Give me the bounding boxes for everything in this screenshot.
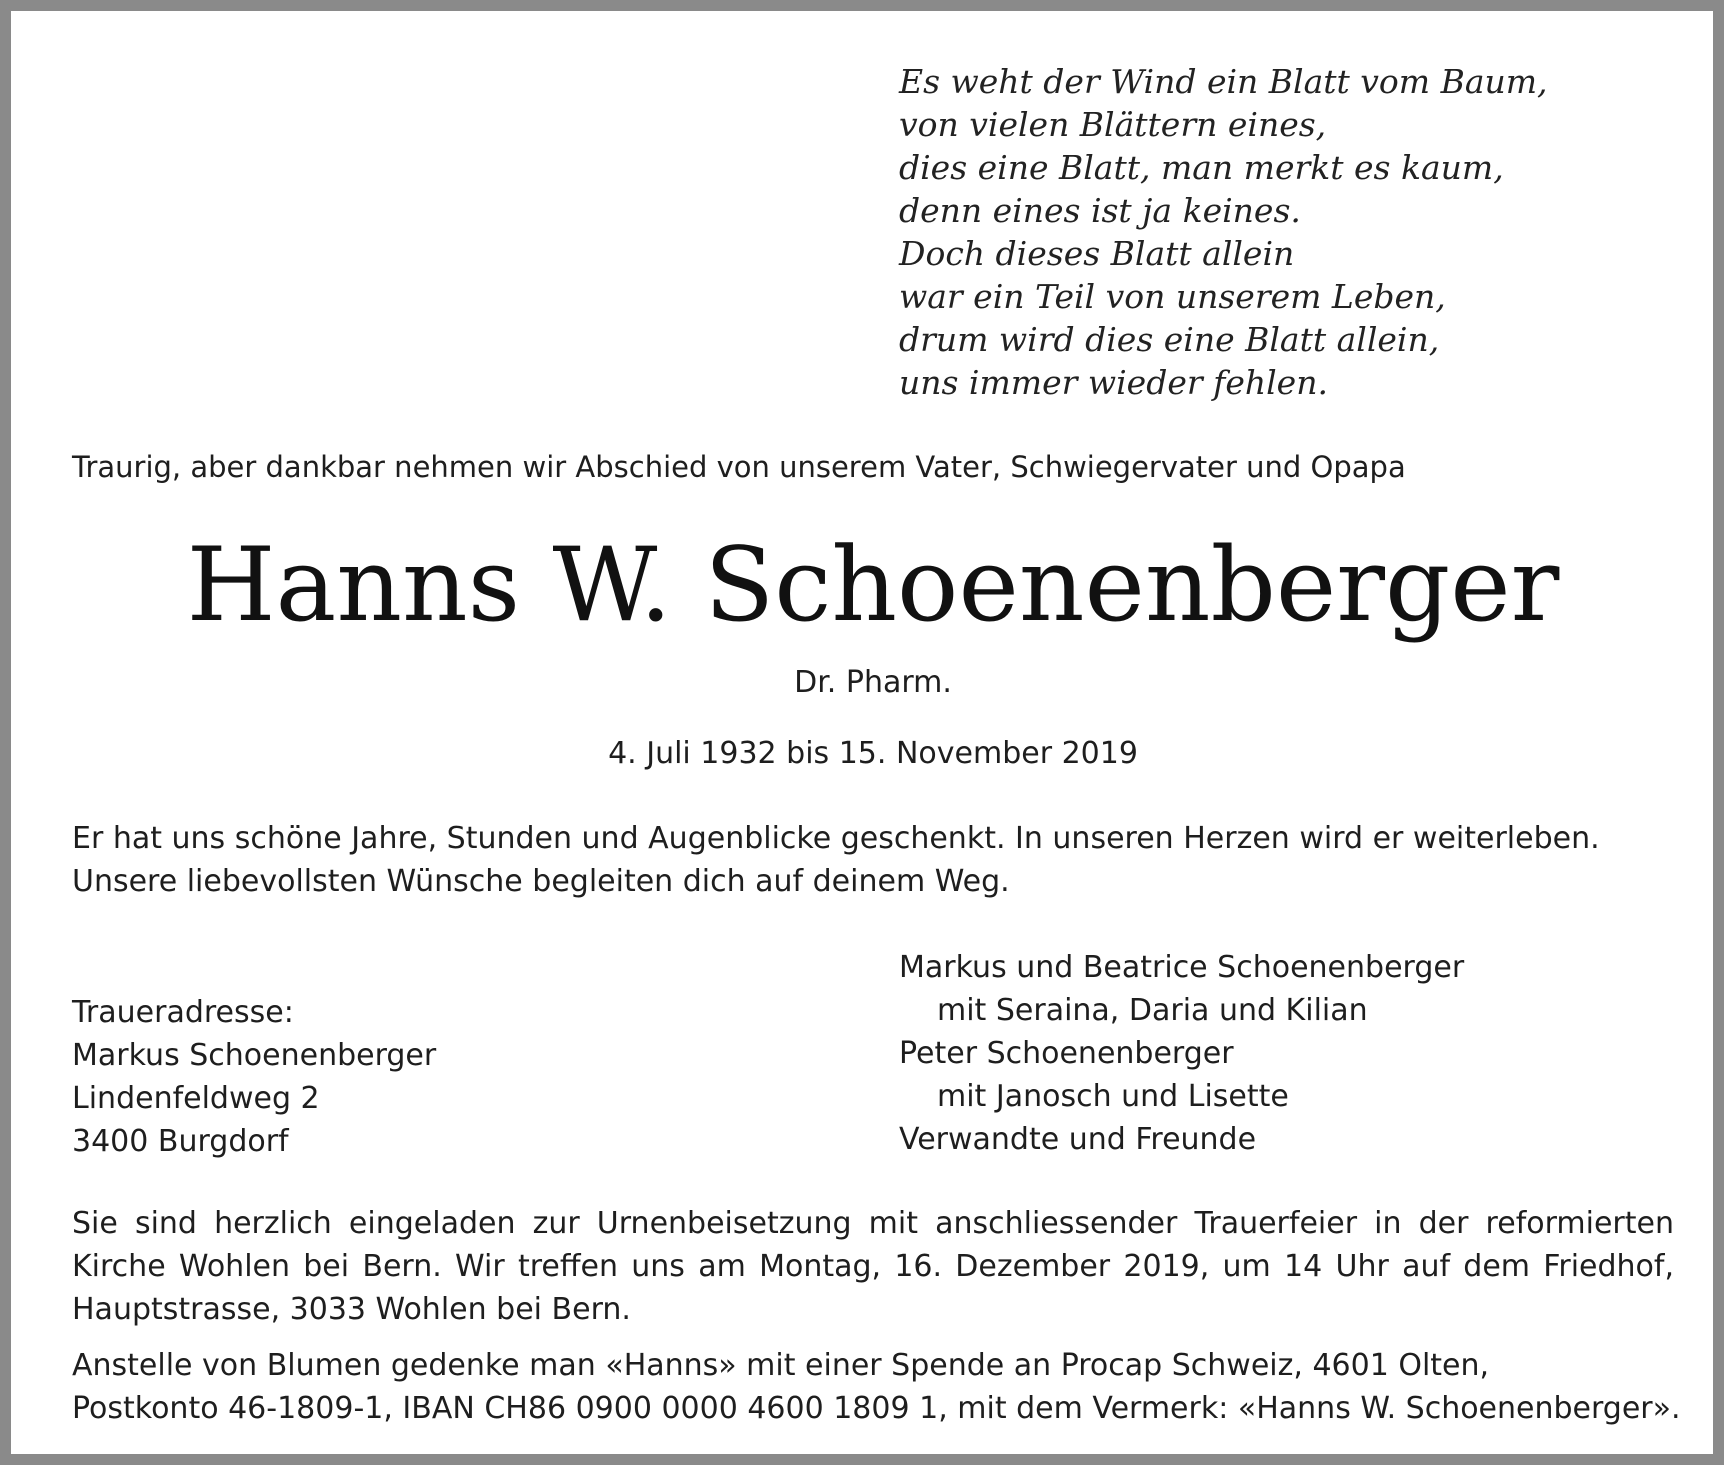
poem-line: Es weht der Wind ein Blatt vom Baum, (899, 62, 1548, 101)
life-dates: 4. Juli 1932 bis 15. November 2019 (608, 736, 1138, 771)
tribute-line: Unsere liebevollsten Wünsche begleiten dich auf deinem Weg. (72, 864, 1010, 899)
poem-line: Doch dieses Blatt allein (899, 234, 1295, 273)
address-label: Traueradresse: (72, 995, 294, 1030)
mourning-address (72, 991, 436, 1163)
family-member: Verwandte und Freunde (899, 1122, 1257, 1157)
address-line: 3400 Burgdorf (72, 1124, 289, 1159)
intro-text: Traurig, aber dankbar nehmen wir Abschied von unserem Vater, Schwiegervater und Opapa (72, 450, 1406, 484)
address-line: Markus Schoenenberger (72, 1038, 437, 1073)
academic-title: Dr. Pharm. (794, 665, 952, 700)
poem-line: drum wird dies eine Blatt allein, (899, 320, 1440, 359)
tribute-text (72, 817, 1600, 903)
tribute-line: Er hat uns schöne Jahre, Stunden und Augenblicke geschenkt. In unseren Herzen wird er weiterleben. (72, 821, 1600, 856)
poem-line: dies eine Blatt, man merkt es kaum, (899, 148, 1504, 187)
family-list (899, 946, 1464, 1161)
family-children: mit Janosch und Lisette (937, 1079, 1289, 1114)
address-line: Lindenfeldweg 2 (72, 1081, 320, 1116)
poem (899, 60, 1679, 404)
family-member: Peter Schoenenberger (899, 1036, 1234, 1071)
invitation-text: Sie sind herzlich eingeladen zur Urnenbeisetzung mit anschliessender Trauerfeier in der reformierten Kirche Wohlen bei Bern. Wir treffen uns am Montag, 16. Dezember 2019, um 14 Uhr auf dem Friedhof, Hauptstrasse, 3033 Wohlen bei Bern. (72, 1206, 1674, 1327)
family-member: Markus und Beatrice Schoenenberger (899, 950, 1465, 985)
donation-text (72, 1344, 1681, 1430)
family-children: mit Seraina, Daria und Kilian (937, 993, 1368, 1028)
donation-line: Postkonto 46-1809-1, IBAN CH86 0900 0000 4600 1809 1, mit dem Vermerk: «Hanns W. Schoenenberger». (72, 1391, 1681, 1426)
poem-line: uns immer wieder fehlen. (899, 363, 1328, 402)
poem-line: denn eines ist ja keines. (899, 191, 1301, 230)
deceased-name: Hanns W. Schoenenberger (186, 526, 1560, 645)
poem-line: von vielen Blättern eines, (899, 105, 1327, 144)
poem-line: war ein Teil von unserem Leben, (899, 277, 1446, 316)
donation-line: Anstelle von Blumen gedenke man «Hanns» mit einer Spende an Procap Schweiz, 4601 Olten, (72, 1348, 1490, 1383)
